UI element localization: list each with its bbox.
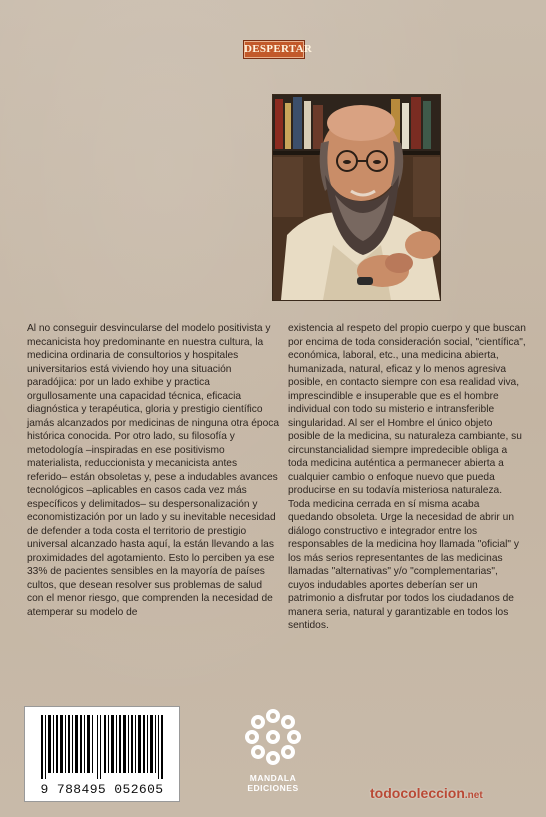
mandala-logo-icon (241, 705, 305, 769)
author-photo (272, 94, 441, 301)
series-badge: DESPERTAR (243, 40, 305, 59)
watermark-tld: .net (464, 790, 483, 801)
barcode-icon (41, 715, 163, 779)
publisher-name-line1: MANDALA (249, 773, 297, 783)
watermark-text: todocoleccion (370, 785, 465, 801)
description-column-right (288, 322, 526, 633)
description-column-left (27, 322, 280, 619)
description-left-text: Al no conseguir desvincularse del modelo positivista y mecanicista hoy predominante en nuestra cultura, la medicina ordinaria de consultorios y hospitales universitarios está viviendo hoy una situación paradójica: por un lado exhibe y practica orgullosamente una capacidad técnica, eficacia diagnóstica y terapéutica, gloria y prestigio científico jamás alcanzados por medicinas de ninguna otra época histórica conocida. Por otro lado, su filosofía y metodología –inspiradas en ese positivismo materialista, reduccionista y mecanicista antes referido– están obsoletas y, pese a indudables avances tecnológicos –aplicables en casos cada vez más específicos y delimitados– su despersonalización y economistización por un lado y su inevitable necesidad de defender a toda costa el territorio de prestigio universal alcanzado hasta aquí, la están llevando a las proximidades del agotamiento. Esto lo perciben ya ese 33% de pacientes sensibles en la mayoría de países cultos, que desean resolver sus problemas de salud con el menor riesgo, que comprenden la necesidad de atemperar su modelo de (27, 323, 280, 618)
watermark (370, 785, 483, 801)
publisher-name-line2: EDICIONES (247, 783, 299, 793)
isbn-number: 9 788495 052605 (40, 782, 164, 797)
publisher-name (232, 773, 314, 793)
description-right-text: existencia al respeto del propio cuerpo y que buscan por encima de toda consideración social, "científica", económica, laboral, etc., una medicina abierta, humanizada, natural, eficaz y lo menos agresiva posible, en contacto siempre con esa realidad viva, imprescindible e insuperable que es el hombre individual con todo su misterio e intransferible singularidad. Al ser el Hombre el único objeto posible de la medicina, su naturaleza cambiante, su circunstancialidad siempre impredecible obliga a toda medicina auténtica a permanecer abierta a cualquier cambio o enfoque nuevo que pueda producirse en su todavía misteriosa naturaleza. Toda medicina cerrada en sí misma acaba quedando obsoleta. Urge la necesidad de abrir un diálogo constructivo e integrador entre los responsables de la medicina hoy llamada "oficial" y los más serios representantes de las medicinas llamadas "alternativas" y/o "complementarias", cuyos indudables aportes deberían ser un patrimonio a disfrutar por todos los ciudadanos de manera seria, natural y garantizable en todos los sentidos. (288, 323, 526, 631)
author-portrait-icon (273, 95, 440, 300)
isbn-barcode (24, 706, 180, 802)
